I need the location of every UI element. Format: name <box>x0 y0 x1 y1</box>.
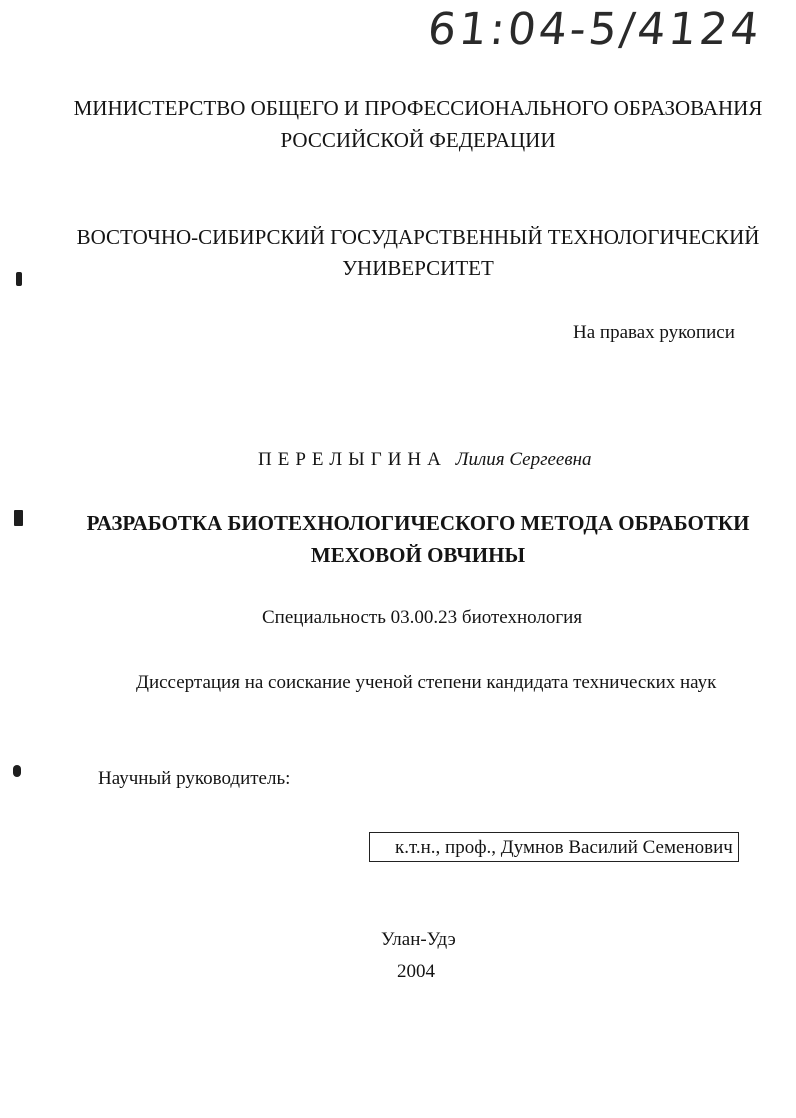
title-line-1: РАЗРАБОТКА БИОТЕХНОЛОГИЧЕСКОГО МЕТОДА ОБРАБОТКИ <box>86 511 750 535</box>
author-given-names: Лилия Сергеевна <box>455 449 592 470</box>
ministry-line-2: РОССИЙСКОЙ ФЕДЕРАЦИИ <box>280 128 556 152</box>
city: Улан-Удэ <box>381 929 456 950</box>
manuscript-rights: На правах рукописи <box>573 322 735 343</box>
ministry-line-1: МИНИСТЕРСТВО ОБЩЕГО И ПРОФЕССИОНАЛЬНОГО ОБРАЗОВАНИЯ <box>73 96 763 120</box>
supervisor-label: Научный руководитель: <box>98 768 291 789</box>
university-line-1: ВОСТОЧНО-СИБИРСКИЙ ГОСУДАРСТВЕННЫЙ ТЕХНОЛОГИЧЕСКИЙ <box>76 225 760 249</box>
university-line-2: УНИВЕРСИТЕТ <box>342 256 494 280</box>
handwritten-archive-code: 61:04-5/4124 <box>425 4 765 55</box>
author-line <box>258 450 592 469</box>
degree-statement: Диссертация на соискание ученой степени кандидата технических наук <box>136 672 717 693</box>
scan-mark-3 <box>13 765 21 777</box>
year: 2004 <box>397 961 435 982</box>
specialty: Специальность 03.00.23 биотехнология <box>262 607 583 628</box>
author-surname: ПЕРЕЛЫГИНА <box>258 449 447 470</box>
title-line-2: МЕХОВОЙ ОВЧИНЫ <box>310 543 526 567</box>
supervisor-name: к.т.н., проф., Думнов Василий Семенович <box>395 837 733 858</box>
supervisor-box <box>369 832 739 862</box>
